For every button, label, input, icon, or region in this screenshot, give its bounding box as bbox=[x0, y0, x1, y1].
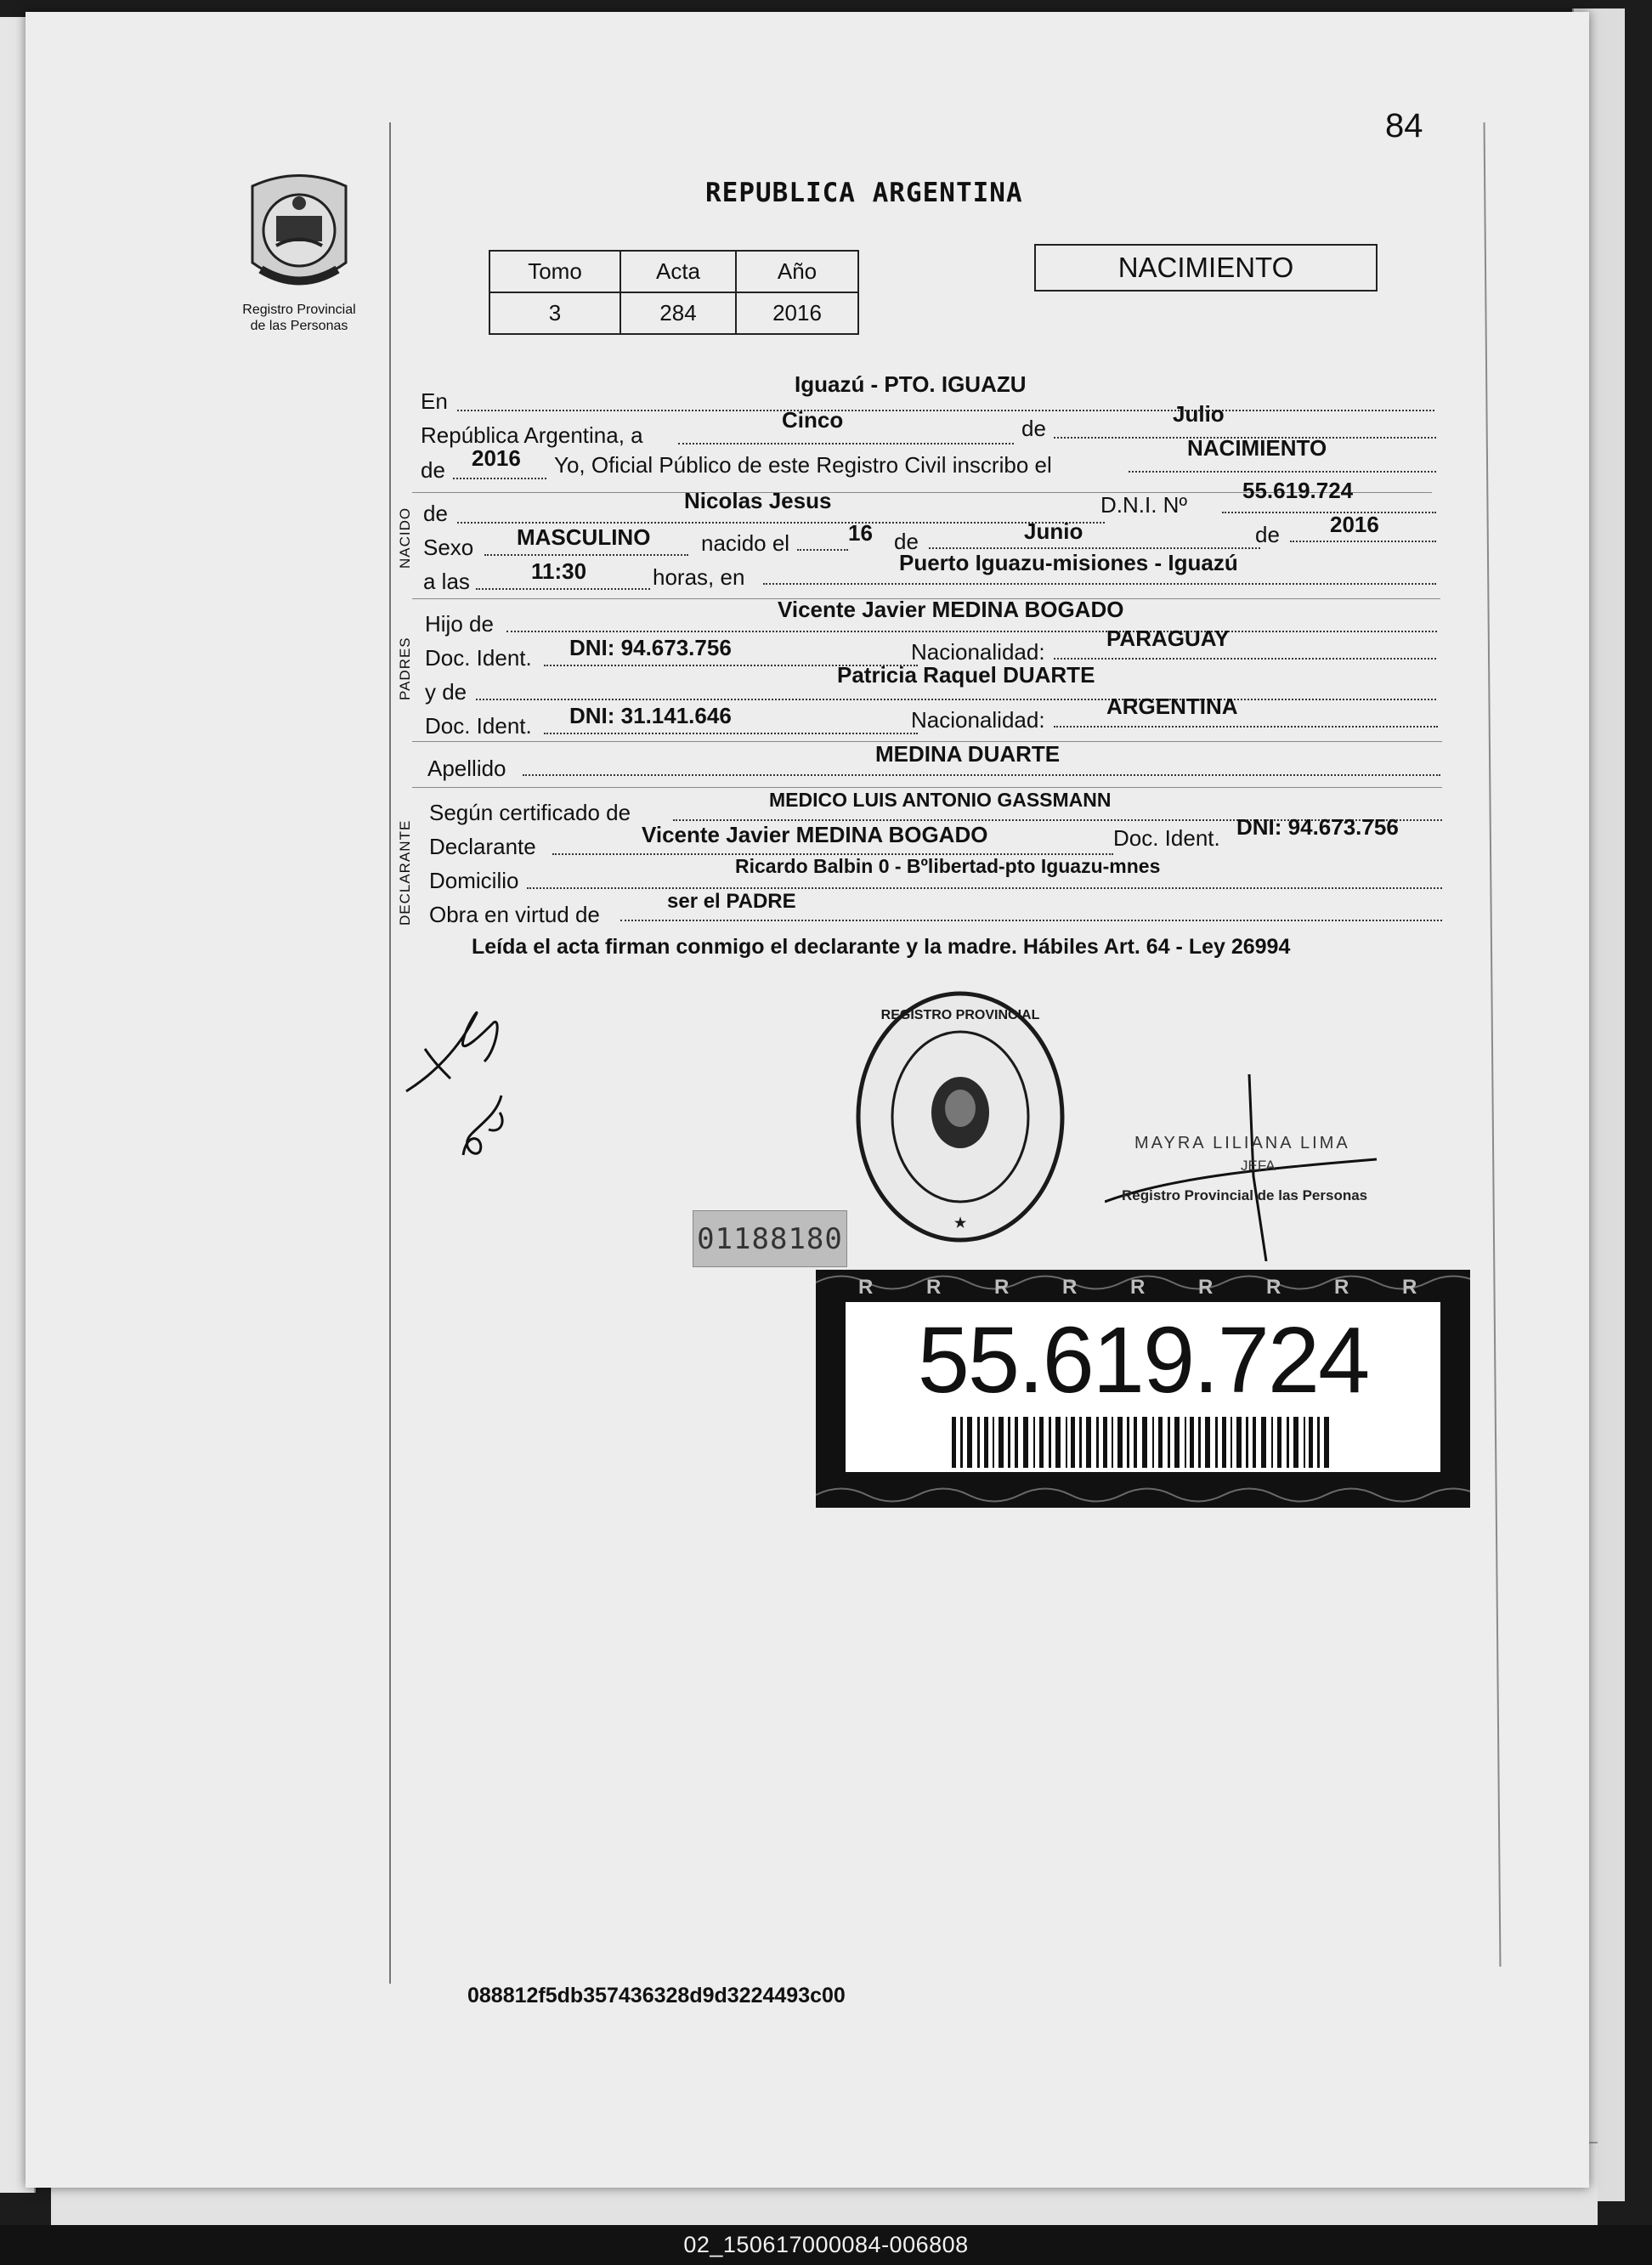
birth-day-value: 16 bbox=[848, 520, 873, 546]
declarante-doc-value: DNI: 94.673.756 bbox=[1236, 814, 1399, 840]
dni-sticker-white-area bbox=[846, 1302, 1440, 1472]
logo-caption-line1: Registro Provincial bbox=[242, 303, 356, 317]
birth-year-value: 2016 bbox=[1330, 512, 1379, 537]
de2-label: de bbox=[421, 457, 445, 483]
form-border-left bbox=[389, 122, 391, 1984]
republica-label: República Argentina, a bbox=[421, 422, 643, 448]
dotted-line bbox=[797, 549, 848, 551]
official-role: JEFA bbox=[1241, 1158, 1276, 1174]
dotted-line bbox=[523, 774, 1440, 776]
dotted-line bbox=[476, 699, 1436, 700]
ref-value-tomo: 3 bbox=[489, 292, 620, 334]
official-name: MAYRA LILIANA LIMA bbox=[1134, 1134, 1350, 1152]
logo-caption-line2: de las Personas bbox=[250, 319, 348, 333]
document-hash: 088812f5db357436328d9d3224493c00 bbox=[467, 1984, 846, 2007]
mother-doc-value: DNI: 31.141.646 bbox=[569, 703, 732, 728]
y-de-label: y de bbox=[425, 679, 467, 705]
doc-ident-label: Doc. Ident. bbox=[1113, 825, 1220, 851]
domicilio-label: Domicilio bbox=[429, 868, 519, 893]
folio-number: 84 bbox=[1385, 107, 1423, 144]
section-label-nacido: NACIDO bbox=[397, 507, 413, 569]
official-org: Registro Provincial de las Personas bbox=[1122, 1187, 1368, 1203]
reference-table bbox=[489, 250, 859, 335]
dotted-line bbox=[929, 547, 1260, 549]
de-label: de bbox=[1255, 522, 1280, 547]
svg-text:R: R bbox=[1266, 1276, 1281, 1299]
dotted-line bbox=[1129, 471, 1436, 473]
dotted-line bbox=[1222, 512, 1436, 513]
svg-text:R: R bbox=[1062, 1276, 1078, 1299]
document-type: NACIMIENTO bbox=[1117, 252, 1294, 283]
certificado-value: MEDICO LUIS ANTONIO GASSMANN bbox=[769, 789, 1112, 811]
footer-code: 02_150617000084-006808 bbox=[683, 2232, 969, 2257]
hijo-de-label: Hijo de bbox=[425, 611, 494, 637]
svg-text:REGISTRO PROVINCIAL: REGISTRO PROVINCIAL bbox=[880, 1008, 1040, 1022]
barcode-icon bbox=[952, 1417, 1334, 1468]
dotted-line bbox=[457, 522, 1105, 524]
dotted-line bbox=[506, 631, 1437, 632]
place-value: Iguazú - PTO. IGUAZU bbox=[795, 371, 1027, 397]
doc-ident-label: Doc. Ident. bbox=[425, 713, 532, 739]
ref-value-acta: 284 bbox=[620, 292, 736, 334]
child-name-value: Nicolas Jesus bbox=[684, 488, 832, 513]
en-label: En bbox=[421, 388, 448, 414]
act-value: NACIMIENTO bbox=[1187, 435, 1327, 461]
birth-place-value: Puerto Iguazu-misiones - Iguazú bbox=[899, 550, 1238, 575]
obra-label: Obra en virtud de bbox=[429, 902, 600, 927]
doc-ident-label: Doc. Ident. bbox=[425, 645, 532, 671]
dotted-line bbox=[527, 887, 1442, 889]
svg-text:R: R bbox=[1402, 1276, 1417, 1299]
section-divider bbox=[412, 787, 1442, 788]
svg-text:R: R bbox=[1334, 1276, 1349, 1299]
dotted-line bbox=[763, 583, 1436, 585]
apellido-label: Apellido bbox=[427, 756, 506, 781]
mother-nationality-value: ARGENTINA bbox=[1106, 694, 1238, 719]
month-value: Julio bbox=[1173, 401, 1225, 427]
svg-text:R: R bbox=[994, 1276, 1010, 1299]
mother-name-value: Patricia Raquel DUARTE bbox=[837, 662, 1095, 688]
svg-text:R: R bbox=[1130, 1276, 1146, 1299]
nacionalidad-label: Nacionalidad: bbox=[911, 707, 1045, 733]
ref-header-anio: Año bbox=[736, 251, 858, 292]
nacido-el-label: nacido el bbox=[701, 530, 790, 556]
a-las-label: a las bbox=[423, 569, 470, 594]
registry-logo bbox=[214, 169, 384, 334]
svg-text:★: ★ bbox=[953, 1216, 967, 1231]
nacionalidad-label: Nacionalidad: bbox=[911, 639, 1045, 665]
ref-header-acta: Acta bbox=[620, 251, 736, 292]
birth-month-value: Junio bbox=[1024, 518, 1083, 544]
declarante-label: Declarante bbox=[429, 834, 536, 859]
sexo-value: MASCULINO bbox=[517, 524, 651, 550]
country-title: REPUBLICA ARGENTINA bbox=[705, 178, 1023, 208]
domicilio-value: Ricardo Balbin 0 - Bºlibertad-pto Iguazu-mnes bbox=[735, 855, 1161, 877]
dotted-line bbox=[453, 478, 546, 479]
registry-seal-icon bbox=[850, 985, 1071, 1249]
dotted-line bbox=[1290, 541, 1436, 542]
horas-en-label: horas, en bbox=[653, 564, 745, 590]
dotted-line bbox=[476, 588, 650, 590]
declarant-signature-icon bbox=[399, 998, 518, 1100]
dotted-line bbox=[544, 733, 918, 734]
dotted-line bbox=[484, 554, 688, 556]
section-label-padres: PADRES bbox=[397, 637, 413, 700]
form-border-right bbox=[1484, 122, 1502, 1967]
day-value: Cinco bbox=[782, 407, 844, 433]
section-label-declarante: DECLARANTE bbox=[397, 819, 413, 926]
certificado-label: Según certificado de bbox=[429, 800, 631, 825]
father-name-value: Vicente Javier MEDINA BOGADO bbox=[778, 597, 1124, 622]
dni-sticker bbox=[816, 1270, 1470, 1508]
ref-value-anio: 2016 bbox=[736, 292, 858, 334]
serial-number: 01188180 bbox=[693, 1210, 847, 1267]
logo-caption bbox=[214, 302, 384, 334]
year-value: 2016 bbox=[472, 445, 521, 471]
nacido-de-label: de bbox=[423, 501, 448, 526]
dotted-line bbox=[1054, 726, 1438, 728]
svg-text:R: R bbox=[1198, 1276, 1214, 1299]
sexo-label: Sexo bbox=[423, 535, 474, 560]
mother-signature-icon bbox=[450, 1087, 518, 1164]
father-doc-value: DNI: 94.673.756 bbox=[569, 635, 732, 660]
provincial-emblem-icon bbox=[244, 169, 354, 297]
child-dni-value: 55.619.724 bbox=[1242, 478, 1354, 503]
dotted-line bbox=[678, 443, 1014, 445]
dni-sticker-number: 55.619.724 bbox=[917, 1308, 1369, 1413]
document-sheet bbox=[25, 12, 1589, 2188]
dotted-line bbox=[457, 410, 1434, 411]
time-value: 11:30 bbox=[531, 558, 587, 584]
obra-value: ser el PADRE bbox=[667, 890, 796, 913]
declarante-value: Vicente Javier MEDINA BOGADO bbox=[642, 822, 988, 847]
document-type-box bbox=[1034, 244, 1378, 292]
dotted-line bbox=[620, 920, 1442, 921]
svg-text:R: R bbox=[926, 1276, 942, 1299]
closing-statement: Leída el acta firman conmigo el declarante y la madre. Hábiles Art. 64 - Ley 26994 bbox=[472, 935, 1291, 959]
svg-text:R: R bbox=[858, 1276, 874, 1299]
dotted-line bbox=[1054, 658, 1436, 660]
oficial-label: Yo, Oficial Público de este Registro Civil inscribo el bbox=[554, 452, 1052, 478]
apellido-value: MEDINA DUARTE bbox=[875, 741, 1061, 767]
ref-header-tomo: Tomo bbox=[489, 251, 620, 292]
de-label: de bbox=[1021, 416, 1046, 441]
dni-label: D.N.I. Nº bbox=[1100, 492, 1187, 518]
father-nationality-value: PARAGUAY bbox=[1106, 626, 1230, 651]
de-label: de bbox=[894, 529, 919, 554]
footer-band bbox=[0, 2225, 1652, 2265]
